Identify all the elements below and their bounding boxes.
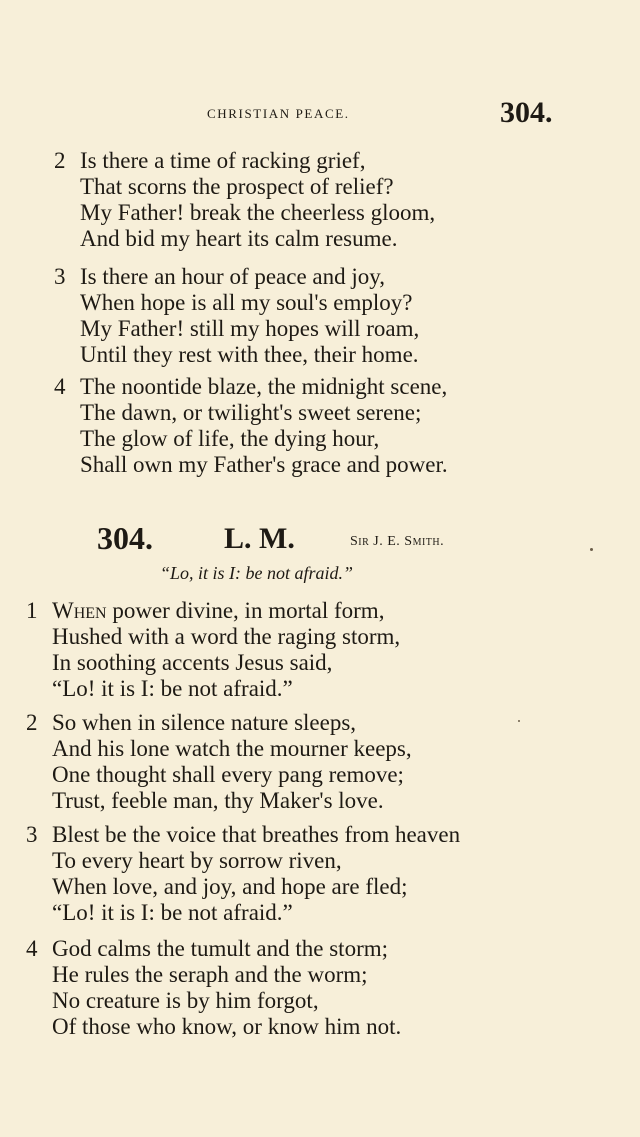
verse-line: Blest be the voice that breathes from heaven <box>52 822 461 847</box>
verse-line: When love, and joy, and hope are fled; <box>52 874 408 899</box>
verse-line: To every heart by sorrow riven, <box>52 848 342 873</box>
verse-line: So when in silence nature sleeps, <box>52 710 357 735</box>
verse-line: Until they rest with thee, their home. <box>80 342 419 367</box>
hymn-number: 304. <box>97 520 153 556</box>
verse-line: And bid my heart its calm resume. <box>80 226 398 251</box>
hymn-author: Sir J. E. Smith. <box>350 534 445 549</box>
hymn-meter: L. M. <box>224 522 295 555</box>
verse-line: No creature is by him forgot, <box>52 988 319 1013</box>
stanza-2 <box>26 710 412 814</box>
verse-number: 1 <box>26 598 38 623</box>
hymn-header <box>0 520 640 560</box>
paper-speck <box>590 548 593 551</box>
verse-line: The noontide blaze, the midnight scene, <box>80 374 448 399</box>
verse-number: 3 <box>54 264 66 289</box>
verse-number: 2 <box>26 710 38 735</box>
verse-line: When hope is all my soul's employ? <box>80 290 413 315</box>
verse-number: 4 <box>26 936 38 961</box>
verse-line: Is there a time of racking grief, <box>80 148 366 173</box>
stanza-1 <box>26 598 400 702</box>
verse-line: God calms the tumult and the storm; <box>52 936 389 961</box>
verse-line: My Father! break the cheerless gloom, <box>80 200 436 225</box>
verse-line: Trust, feeble man, thy Maker's love. <box>52 788 384 813</box>
first-line-rest: power divine, in mortal form, <box>106 598 385 623</box>
stanza-4-prev-hymn <box>54 374 448 478</box>
verse-line: Is there an hour of peace and joy, <box>80 264 386 289</box>
page-number: 304. <box>500 96 553 129</box>
verse-line: And his lone watch the mourner keeps, <box>52 736 412 761</box>
verse-line: My Father! still my hopes will roam, <box>80 316 420 341</box>
verse-line: “Lo! it is I: be not afraid.” <box>52 900 293 925</box>
verse-line <box>52 598 400 624</box>
stanza-2-prev-hymn <box>54 148 435 252</box>
paper-speck <box>518 720 520 722</box>
running-head: CHRISTIAN PEACE. <box>207 106 350 121</box>
verse-line: In soothing accents Jesus said, <box>52 650 333 675</box>
verse-line: Of those who know, or know him not. <box>52 1014 402 1039</box>
verse-line: Shall own my Father's grace and power. <box>80 452 448 477</box>
stanza-3-prev-hymn <box>54 264 419 368</box>
stanza-3 <box>26 822 460 926</box>
stanza-4 <box>26 936 401 1040</box>
verse-line: That scorns the prospect of relief? <box>80 174 394 199</box>
scripture-reference: “Lo, it is I: be not afraid.” <box>160 563 354 583</box>
first-word: When <box>52 598 107 623</box>
verse-line: Hushed with a word the raging storm, <box>52 624 401 649</box>
verse-line: “Lo! it is I: be not afraid.” <box>52 676 293 701</box>
verse-line: The dawn, or twilight's sweet serene; <box>80 400 422 425</box>
verse-number: 3 <box>26 822 38 847</box>
verse-number: 4 <box>54 374 66 399</box>
verse-line: He rules the seraph and the worm; <box>52 962 368 987</box>
verse-line: One thought shall every pang remove; <box>52 762 404 787</box>
verse-number: 2 <box>54 148 66 173</box>
verse-line: The glow of life, the dying hour, <box>80 426 380 451</box>
